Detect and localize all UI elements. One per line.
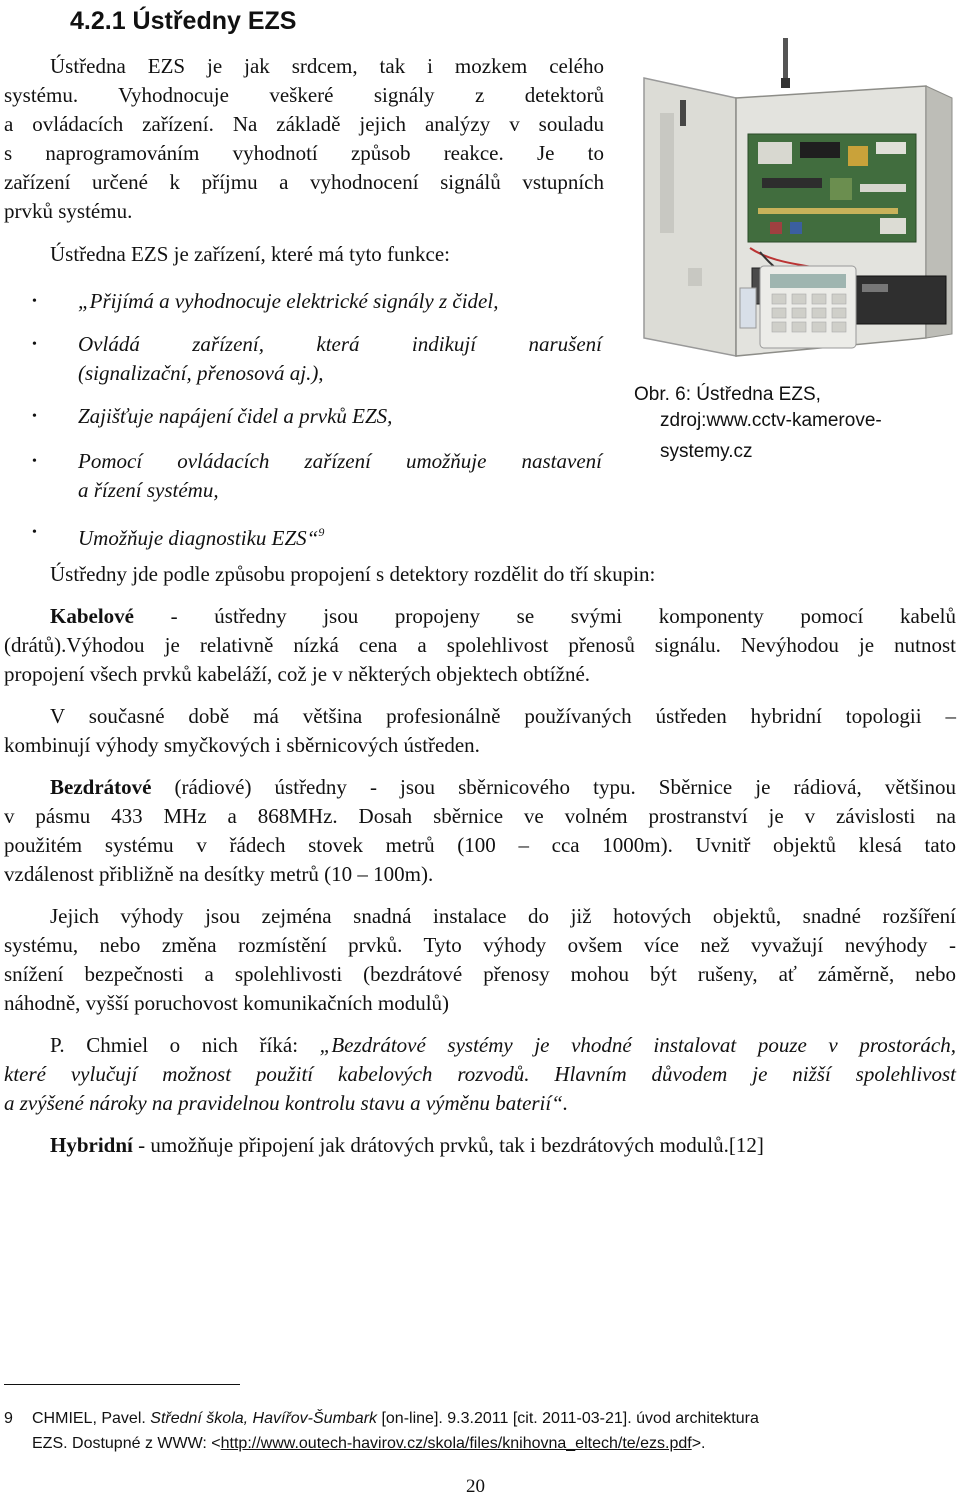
hybrid-topology-line-1: V současné době má většina profesionálně používaných ústředen hybridní topologii – (50, 704, 956, 728)
bullet-item-3: Zajišťuje napájení čidel a prvků EZS, (78, 404, 393, 428)
hybridni-line: Hybridní - umožňuje připojení jak drátových prvků, tak i bezdrátových modulů.[12] (50, 1133, 764, 1157)
section-heading: 4.2.1 Ústředny EZS (70, 7, 297, 35)
footnote-line-2: EZS. Dostupné z WWW: <http://www.outech-havirov.cz/skola/files/knihovna_eltech/te/ezs.pdf>. (32, 1435, 706, 1452)
figure-caption-line-1: Obr. 6: Ústředna EZS, (634, 384, 821, 405)
bezdratove-term: Bezdrátové (50, 775, 152, 799)
bullet-item-2-line-2: (signalizační, přenosová aj.), (78, 361, 324, 385)
figure-caption-line-3: systemy.cz (660, 441, 753, 462)
page-number: 20 (466, 1476, 485, 1497)
kabelove-term: Kabelové (50, 604, 134, 628)
bullet-marker: • (32, 525, 37, 540)
bullet-marker: • (32, 409, 37, 424)
bullet-item-2-line-1: Ovládá zařízení, která indikují narušení (78, 332, 602, 356)
footnote-number: 9 (4, 1410, 13, 1427)
quote-line-1: P. Chmiel o nich říká: „Bezdrátové systémy je vhodné instalovat pouze v prostorách, (50, 1033, 956, 1057)
bullet-item-5: Umožňuje diagnostiku EZS“$^9$ (78, 525, 325, 550)
bullet-marker: • (32, 454, 37, 469)
intro-line-6: prvků systému. (4, 199, 133, 223)
hybridni-term: Hybridní (50, 1133, 133, 1157)
hybrid-topology-line-2: kombinují výhody smyčkových i sběrnicových ústředen. (4, 733, 480, 757)
advantages-line-3: snížení bezpečnosti a spolehlivosti (bezdrátové přenosy mohou být rušeny, ať záměrně, nebo (4, 962, 956, 986)
advantages-line-4: náhodně, vyšší poruchovost komunikačních modulů) (4, 991, 450, 1015)
bullet-item-1: „Přijímá a vyhodnocuje elektrické signály z čidel, (78, 289, 499, 313)
bezdratove-line-2: v pásmu 433 MHz a 868MHz. Dosah sběrnice ve volném prostranství je v závislosti na (4, 804, 956, 828)
bezdratove-line-1: Bezdrátové (rádiové) ústředny - jsou sběrnicového typu. Sběrnice je rádiová, většinou (50, 775, 956, 799)
bullet-item-4-line-1: Pomocí ovládacích zařízení umožňuje nastavení (78, 449, 602, 473)
footnote-line-1: CHMIEL, Pavel. Střední škola, Havířov-Šumbark [on-line]. 9.3.2011 [cit. 2011-03-21]. úvod architektura (32, 1410, 759, 1427)
footnote-ref: 9 (318, 525, 325, 539)
intro-line-1: Ústředna EZS je jak srdcem, tak i mozkem celého (50, 54, 604, 78)
bezdratove-line-4: vzdálenost přibližně na desítky metrů (10 – 100m). (4, 862, 434, 886)
bullet-marker: • (32, 337, 37, 352)
footnote-separator (4, 1384, 240, 1385)
functions-intro: Ústředna EZS je zařízení, které má tyto funkce: (50, 242, 451, 266)
groups-intro: Ústředny jde podle způsobu propojení s detektory rozdělit do tří skupin: (50, 562, 656, 586)
advantages-line-1: Jejich výhody jsou zejména snadná instalace do již hotových objektů, snadné rozšíření (50, 904, 956, 928)
intro-line-5: zařízení určené k příjmu a vyhodnocení signálů vstupních (4, 170, 604, 194)
figure-caption-line-2: zdroj:www.cctv-kamerove- (660, 410, 882, 431)
control-panel-figure (640, 38, 956, 364)
intro-line-2: systému. Vyhodnocuje veškeré signály z detektorů (4, 83, 604, 107)
kabelove-line-2: (drátů).Výhodou je relativně nízká cena a spolehlivost přenosů signálu. Nevýhodou je nutnost (4, 633, 956, 657)
bezdratove-line-3: použitém systému v řádech stovek metrů (100 – cca 1000m). Uvnitř objektů klesá tato (4, 833, 956, 857)
bullet-marker: • (32, 294, 37, 309)
bullet-item-4-line-2: a řízení systému, (78, 478, 219, 502)
footnote-link[interactable]: http://www.outech-havirov.cz/skola/files/knihovna_eltech/te/ezs.pdf (220, 1435, 692, 1452)
intro-line-4: s naprogramováním vyhodnotí způsob reakce. Je to (4, 141, 604, 165)
quote-line-2: které vylučují možnost použití kabelových rozvodů. Hlavním důvodem je nižší spolehlivost (4, 1062, 956, 1086)
advantages-line-2: systému, nebo změna rozmístění prvků. Tyto výhody ovšem více než vyvažují nevýhody - (4, 933, 956, 957)
intro-line-3: a ovládacích zařízení. Na základě jejich analýzy v souladu (4, 112, 604, 136)
kabelove-line-3: propojení všech prvků kabeláží, což je v některých objektech obtížné. (4, 662, 591, 686)
quote-line-3: a zvýšené nároky na pravidelnou kontrolu stavu a výměnu baterií“. (4, 1091, 569, 1115)
kabelove-line-1: Kabelové - ústředny jsou propojeny se svými komponenty pomocí kabelů (50, 604, 956, 628)
control-panel-image (640, 38, 956, 364)
